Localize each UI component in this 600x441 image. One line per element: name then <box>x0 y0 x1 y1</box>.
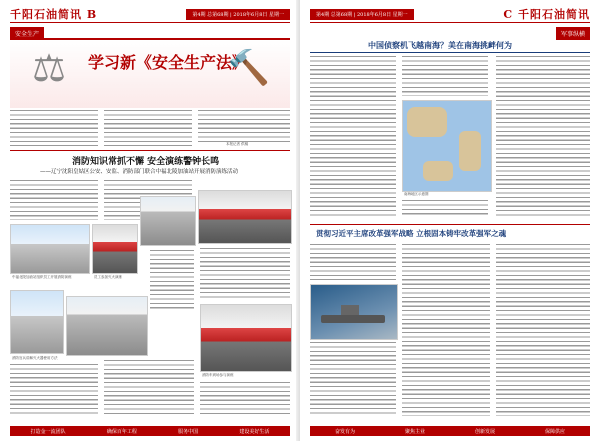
article-title: 学习新《安全生产法》 <box>88 53 249 72</box>
article-body <box>310 56 396 216</box>
article-body <box>198 110 290 142</box>
article-title: 消防知识常抓不懈 安全演练警钟长鸣 <box>72 157 220 167</box>
photo-drill-site <box>10 290 64 354</box>
article-body <box>402 244 490 416</box>
article-body <box>310 342 396 416</box>
landmass-shape <box>459 131 481 171</box>
article-body <box>310 244 396 280</box>
article-title: 中国侦察机飞越南海？美在南海挑衅何为 <box>368 41 512 50</box>
date-strip: 第4期 总第68期 | 2018年6月8日 星期一 <box>310 9 414 20</box>
ship-hull-shape <box>321 315 385 323</box>
gavel-icon: 🔨 <box>227 48 270 88</box>
photo-fire-engine <box>198 190 292 244</box>
footer-slogan: 确保百年工程 <box>106 428 137 435</box>
footer-slogan: 打造金一流团队 <box>30 428 66 435</box>
footer-slogan: 建设美好生活 <box>239 428 270 435</box>
article-body <box>200 382 290 416</box>
photo-caption: 中福北陵加油站组织员工开展消防演练 <box>12 275 72 279</box>
south-china-sea-map <box>402 100 492 192</box>
article-title: 贯彻习近平主席改革强军战略 立根固本铸牢改革强军之魂 <box>316 229 507 238</box>
masthead-logo: 千阳石油简讯 B <box>10 8 98 21</box>
footer-slogan: 创新发展 <box>474 428 495 435</box>
article-body <box>150 250 194 310</box>
page-footer <box>310 426 590 436</box>
footer-slogan: 保障供应 <box>544 428 565 435</box>
photo-caption: 员工参加灭火演练 <box>94 275 122 279</box>
article-body <box>200 248 290 298</box>
right-masthead <box>310 6 590 23</box>
section-divider <box>10 150 290 151</box>
landmass-shape <box>423 161 453 181</box>
article-subtitle: ——辽宁沈阳皇姑区公安、安监、消防部门联合中福北陵加油站开展消防演练活动 <box>40 169 239 175</box>
map-caption: 南海地区示意图 <box>404 192 429 196</box>
photo-trainees <box>66 296 148 356</box>
ship-bridge-shape <box>341 305 359 315</box>
photo-fire-drill <box>92 224 138 274</box>
byline: 本报记者 供稿 <box>226 142 249 146</box>
article-body <box>10 364 98 416</box>
article-body <box>104 360 194 416</box>
landmass-shape <box>407 107 447 137</box>
safety-law-banner <box>10 38 290 108</box>
photo-caption: 消防车到场参与演练 <box>202 373 234 377</box>
photo-station-drill <box>10 224 90 274</box>
date-strip: 第4期 总第68期 | 2018年6月8日 星期一 <box>186 9 290 20</box>
photo-fire-truck <box>200 304 292 372</box>
footer-slogan: 聚焦主业 <box>404 428 425 435</box>
section-tag: 军事纵横 <box>556 27 590 40</box>
right-page <box>300 0 600 441</box>
section-divider <box>310 224 590 225</box>
photo-firefighters <box>140 196 196 246</box>
article-body <box>10 180 98 220</box>
article-body <box>496 244 590 416</box>
left-masthead <box>10 6 290 23</box>
page-footer <box>10 426 290 436</box>
section-divider <box>310 52 590 53</box>
scales-of-justice-icon: ⚖ <box>32 46 67 90</box>
footer-slogan: 服务中国 <box>178 428 199 435</box>
photo-warship <box>310 284 398 340</box>
article-body <box>496 56 590 216</box>
article-body <box>402 200 488 216</box>
footer-slogan: 奋发有为 <box>334 428 355 435</box>
article-body <box>402 56 488 96</box>
photo-caption: 消防官兵讲解灭火器使用方法 <box>12 356 58 360</box>
article-body <box>10 110 98 146</box>
article-body <box>104 110 192 146</box>
masthead-logo: C 千阳石油简讯 <box>503 8 590 21</box>
section-tag: 安全生产 <box>10 27 44 40</box>
